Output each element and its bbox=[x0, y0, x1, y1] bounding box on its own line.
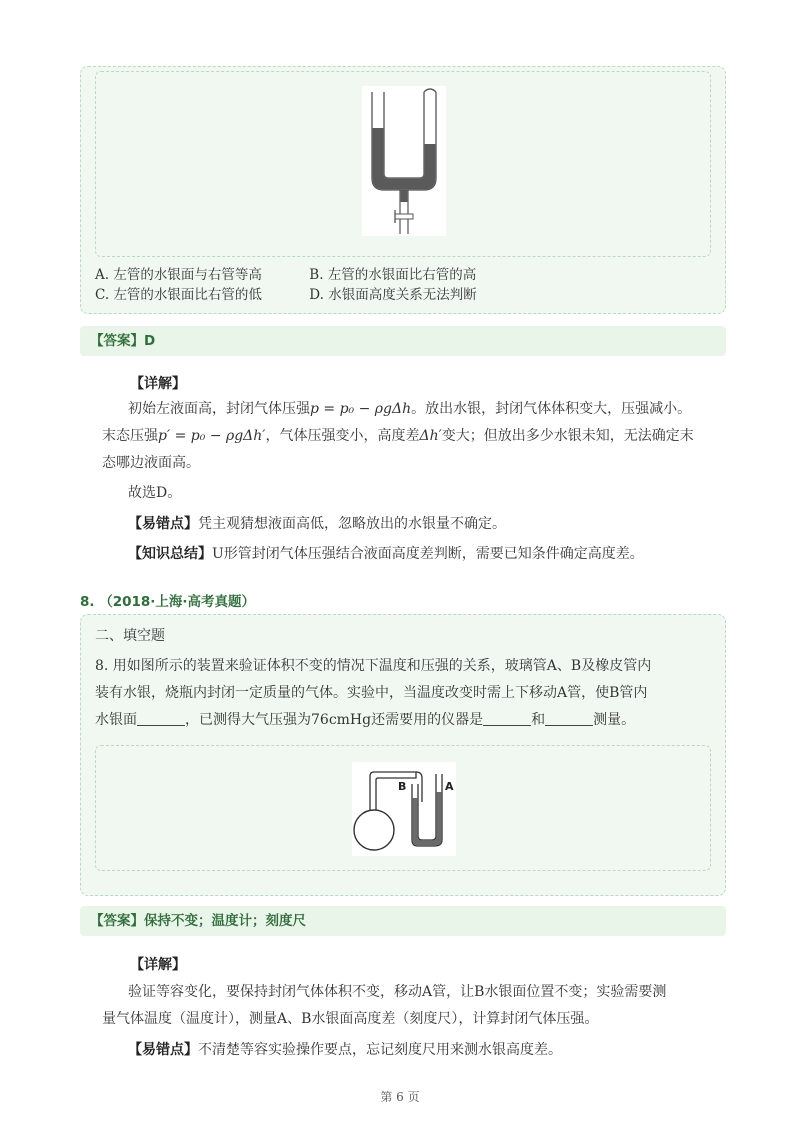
q7-answer-bar bbox=[80, 326, 726, 356]
label-a: A bbox=[445, 780, 454, 793]
q8-pitfall: 【易错点】不清楚等容实验操作要点，忘记刻度尺用来测水银高度差。 bbox=[128, 1042, 562, 1058]
question-7-figure-frame bbox=[95, 71, 711, 257]
q8-detail-heading: 【详解】 bbox=[130, 957, 186, 973]
question-8-figure-frame bbox=[95, 745, 711, 871]
flask-manometer-diagram bbox=[352, 762, 456, 856]
q8-stem: 8. 用如图所示的装置来验证体积不变的情况下温度和压强的关系，玻璃管A、B及橡皮管内 装有水银，烧瓶内封闭一定质量的气体。实验中，当温度改变时需上下移动A管，使B管内 水银面 ，已测得大气压强为76cmHg还需要用的仪器是 和 测量。 bbox=[95, 658, 652, 728]
option-a[interactable]: A. 左管的水银面与右管等高 bbox=[95, 267, 262, 283]
q7-answer: 【答案】D bbox=[90, 333, 156, 349]
option-b[interactable]: B. 左管的水银面比右管的高 bbox=[309, 267, 477, 283]
q7-summary: 【知识总结】U形管封闭气体压强结合液面高度差判断，需要已知条件确定高度差。 bbox=[128, 546, 644, 562]
option-c[interactable]: C. 左管的水银面比右管的低 bbox=[95, 287, 262, 303]
question-7-box bbox=[80, 66, 726, 314]
q8-title: 8. （2018·上海·高考真题） bbox=[80, 594, 256, 610]
flask-apparatus-figure bbox=[352, 762, 456, 856]
q7-conclusion: 故选D。 bbox=[128, 485, 182, 501]
q8-detail-text: 验证等容变化，要保持封闭气体体积不变，移动A管，让B水银面位置不变；实验需要测 量气体温度（温度计），测量A、B水银面高度差（刻度尺），计算封闭气体压强。 bbox=[102, 984, 667, 1027]
label-b: B bbox=[398, 780, 407, 793]
question-8-box bbox=[80, 614, 726, 896]
q8-section: 二、填空题 bbox=[95, 628, 165, 644]
q7-pitfall: 【易错点】凭主观猜想液面高低，忽略放出的水银量不确定。 bbox=[128, 516, 506, 532]
blank-2[interactable] bbox=[483, 711, 531, 726]
blank-3[interactable] bbox=[545, 711, 593, 726]
option-d[interactable]: D. 水银面高度关系无法判断 bbox=[309, 287, 477, 303]
q8-answer-bar bbox=[80, 906, 726, 936]
page-number: 第 6 页 bbox=[380, 1090, 420, 1104]
q8-answer: 【答案】保持不变；温度计；刻度尺 bbox=[90, 913, 306, 929]
options-row-2 bbox=[95, 283, 477, 303]
u-tube-diagram bbox=[362, 86, 446, 236]
blank-1[interactable] bbox=[137, 711, 185, 726]
options-row-1 bbox=[95, 263, 476, 283]
q7-detail-text: 初始左液面高，封闭气体压强p = p₀ − ρgΔh。放出水银，封闭气体体积变大，压强减小。末态压强p′ = p₀ − ρgΔh′，气体压强变小，高度差Δh′变大；但放出多少水银未知，无法确定末态哪边液面高。 bbox=[102, 401, 694, 471]
q7-detail-heading: 【详解】 bbox=[130, 376, 186, 392]
u-tube-figure bbox=[362, 86, 446, 236]
